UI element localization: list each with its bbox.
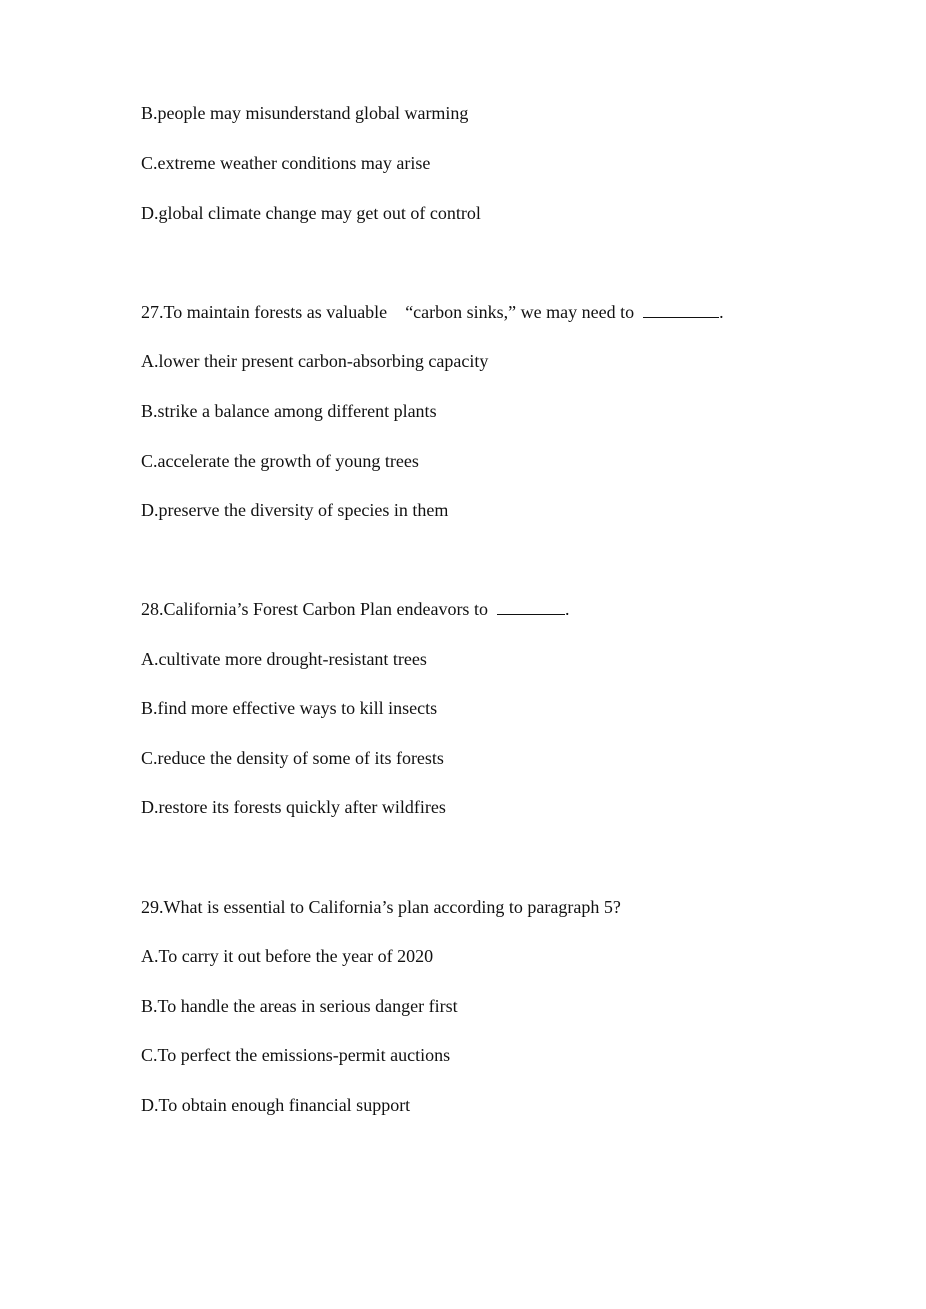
q29-option-a: A.To carry it out before the year of 2020 [141, 946, 434, 966]
q29-option-b: B.To handle the areas in serious danger first [141, 996, 458, 1016]
q29-option-d: D.To obtain enough financial support [141, 1095, 411, 1115]
q28-stem-end: . [564, 599, 570, 619]
q27-stem-quote: “carbon sinks,” [405, 302, 517, 322]
q27-stem-before: 27.To maintain forests as valuable [141, 302, 388, 322]
q27-stem [141, 301, 724, 323]
q27-answer-blank [643, 301, 719, 318]
q27-option-c: C.accelerate the growth of young trees [141, 451, 419, 471]
q29-stem: 29.What is essential to California’s plan according to paragraph 5? [141, 897, 621, 917]
q28-option-c: C.reduce the density of some of its forests [141, 748, 444, 768]
q27-stem-end: . [719, 302, 724, 322]
q28-option-a: A.cultivate more drought-resistant trees [141, 649, 427, 669]
q28-option-d: D.restore its forests quickly after wildfires [141, 797, 446, 817]
q27-stem-after: we may need to [520, 302, 635, 322]
q28-stem [141, 598, 569, 620]
q26-option-d: D.global climate change may get out of control [141, 203, 481, 223]
q27-option-b: B.strike a balance among different plants [141, 401, 437, 421]
q27-option-d: D.preserve the diversity of species in them [141, 500, 449, 520]
q28-answer-blank [497, 598, 565, 615]
q28-stem-before: 28.California’s Forest Carbon Plan endeavors to [141, 599, 488, 619]
q27-option-a: A.lower their present carbon-absorbing capacity [141, 351, 489, 371]
q28-option-b: B.find more effective ways to kill insects [141, 698, 438, 718]
q26-option-b: B.people may misunderstand global warming [141, 103, 469, 123]
q26-option-c: C.extreme weather conditions may arise [141, 153, 431, 173]
q29-option-c: C.To perfect the emissions-permit auctions [141, 1045, 451, 1065]
